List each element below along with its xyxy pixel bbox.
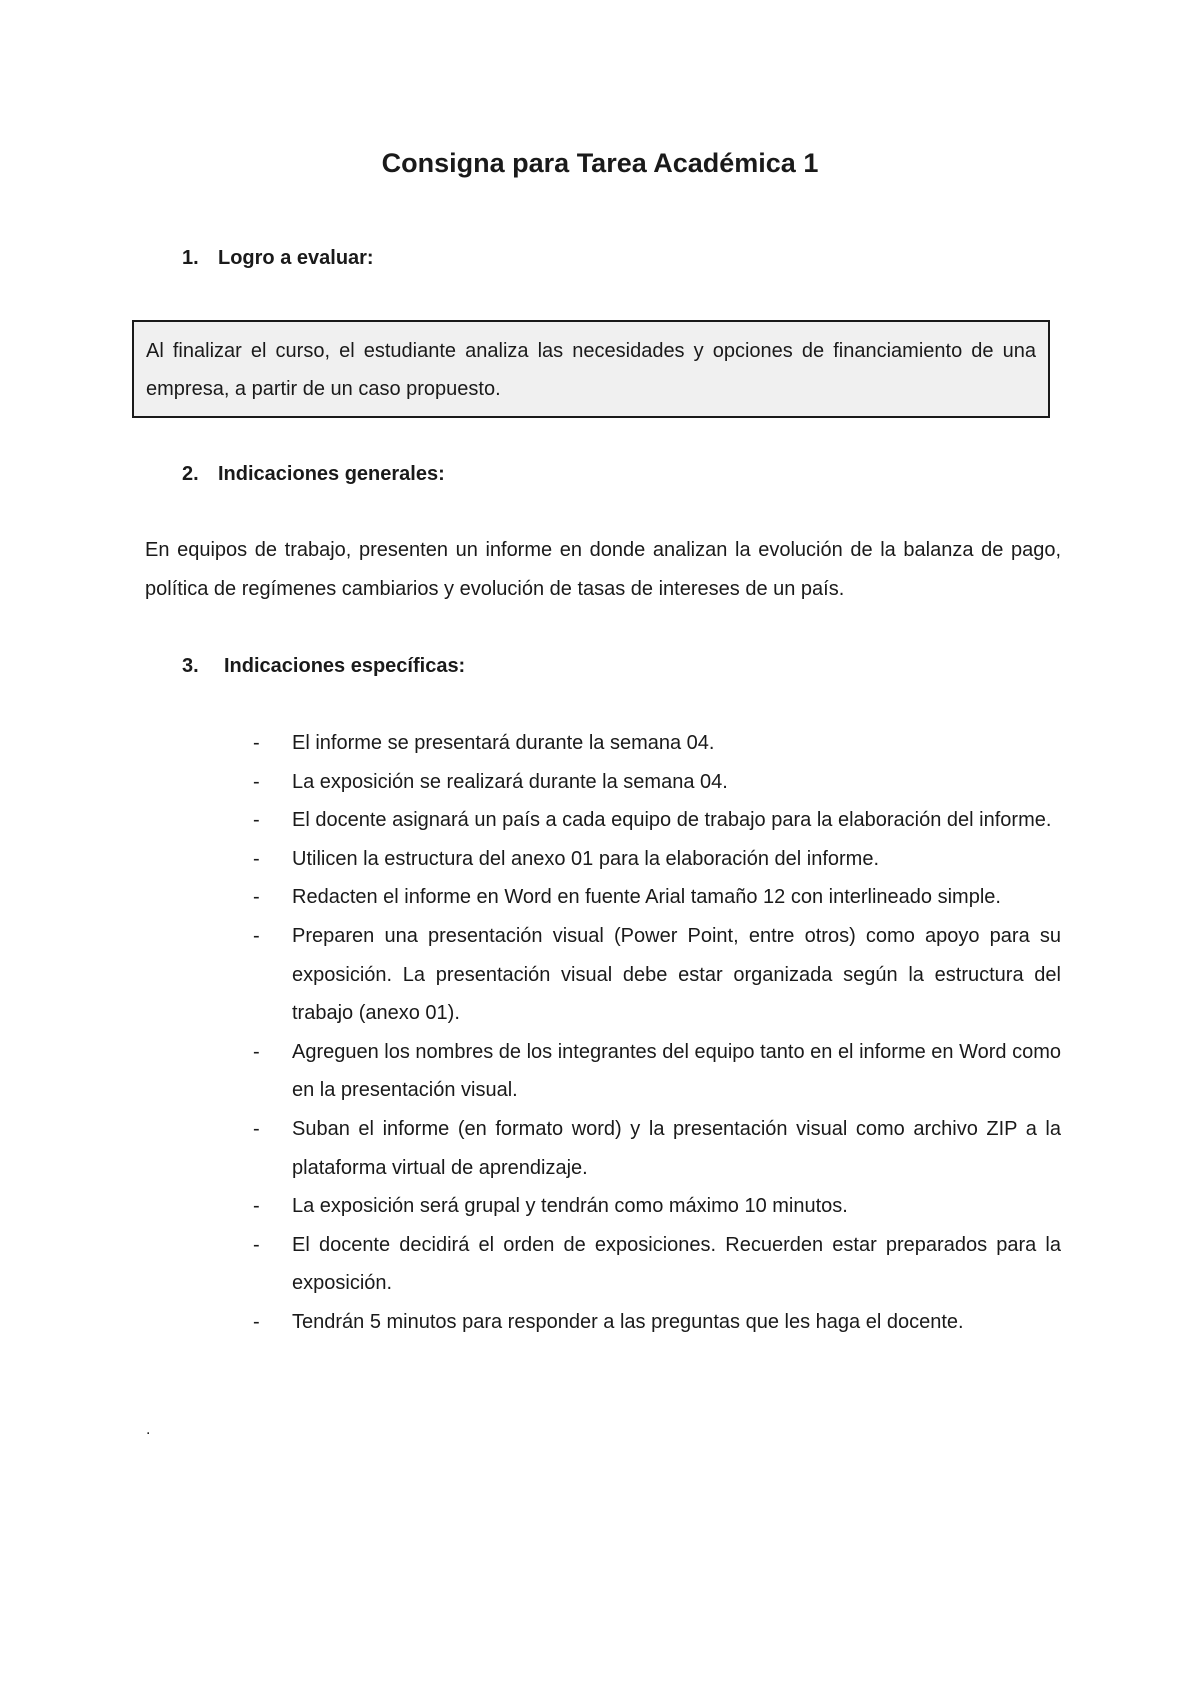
bullet-dash: - (253, 1310, 260, 1333)
bullet-dash: - (253, 770, 260, 793)
section-heading-generales (182, 460, 445, 488)
section-heading-text: Indicaciones específicas: (224, 655, 466, 677)
list-item-text: El informe se presentará durante la semana 04. (292, 732, 715, 754)
section-number: 2. (182, 463, 199, 485)
list-item-text: Redacten el informe en Word en fuente Arial tamaño 12 con interlineado simple. (292, 886, 1001, 909)
section-heading-text: Logro a evaluar: (218, 247, 374, 269)
list-item-text: Tendrán 5 minutos para responder a las preguntas que les haga el docente. (292, 1310, 964, 1333)
list-item-text: Utilicen la estructura del anexo 01 para la elaboración del informe. (292, 847, 880, 870)
list-item (253, 1110, 1061, 1187)
bullet-dash: - (253, 1195, 260, 1218)
list-item-text: El docente decidirá el orden de exposiciones. Recuerden estar preparados para la exposición. (292, 1233, 1061, 1295)
specific-instructions-list (253, 724, 1061, 1342)
trailing-mark: . (146, 1421, 151, 1438)
list-item (253, 1226, 1061, 1303)
list-item (253, 763, 1061, 802)
list-item-text: La exposición se realizará durante la semana 04. (292, 770, 728, 793)
section-heading-text: Indicaciones generales: (218, 463, 445, 485)
section-heading-especificas (182, 652, 465, 680)
bullet-dash: - (253, 1233, 260, 1256)
list-item (253, 878, 1061, 917)
list-item (253, 1303, 1061, 1342)
bullet-dash: - (253, 886, 260, 909)
list-item (253, 1033, 1061, 1110)
list-item (253, 801, 1061, 840)
achievement-box: Al finalizar el curso, el estudiante analiza las necesidades y opciones de financiamiento de una empresa, a partir de un caso propuesto. (132, 320, 1050, 418)
general-instructions-paragraph: En equipos de trabajo, presenten un informe en donde analizan la evolución de la balanza de pago, política de regímenes cambiarios y evolución de tasas de intereses de un país. (145, 539, 1061, 600)
list-item-text: El docente asignará un país a cada equipo de trabajo para la elaboración del informe. (292, 809, 1052, 832)
list-item-text: Preparen una presentación visual (Power Point, entre otros) como apoyo para su exposición. La presentación visual debe estar organizada según la estructura del trabajo (anexo 01). (292, 924, 1061, 1025)
bullet-dash: - (253, 1040, 260, 1063)
bullet-dash: - (253, 732, 260, 754)
bullet-dash: - (253, 809, 260, 832)
list-item-text: La exposición será grupal y tendrán como máximo 10 minutos. (292, 1195, 848, 1218)
document-title: Consigna para Tarea Académica 1 (381, 148, 819, 178)
list-item (253, 840, 1061, 879)
bullet-dash: - (253, 924, 260, 947)
section-number: 1. (182, 247, 199, 269)
list-item-text: Agreguen los nombres de los integrantes del equipo tanto en el informe en Word como en la presentación visual. (292, 1040, 1061, 1102)
section-number: 3. (182, 655, 199, 677)
section-heading-logro (182, 244, 374, 272)
bullet-dash: - (253, 847, 260, 870)
list-item-text: Suban el informe (en formato word) y la presentación visual como archivo ZIP a la plataforma virtual de aprendizaje. (292, 1117, 1061, 1179)
list-item (253, 917, 1061, 1033)
list-item (253, 1187, 1061, 1226)
bullet-dash: - (253, 1117, 260, 1140)
list-item (253, 724, 1061, 763)
